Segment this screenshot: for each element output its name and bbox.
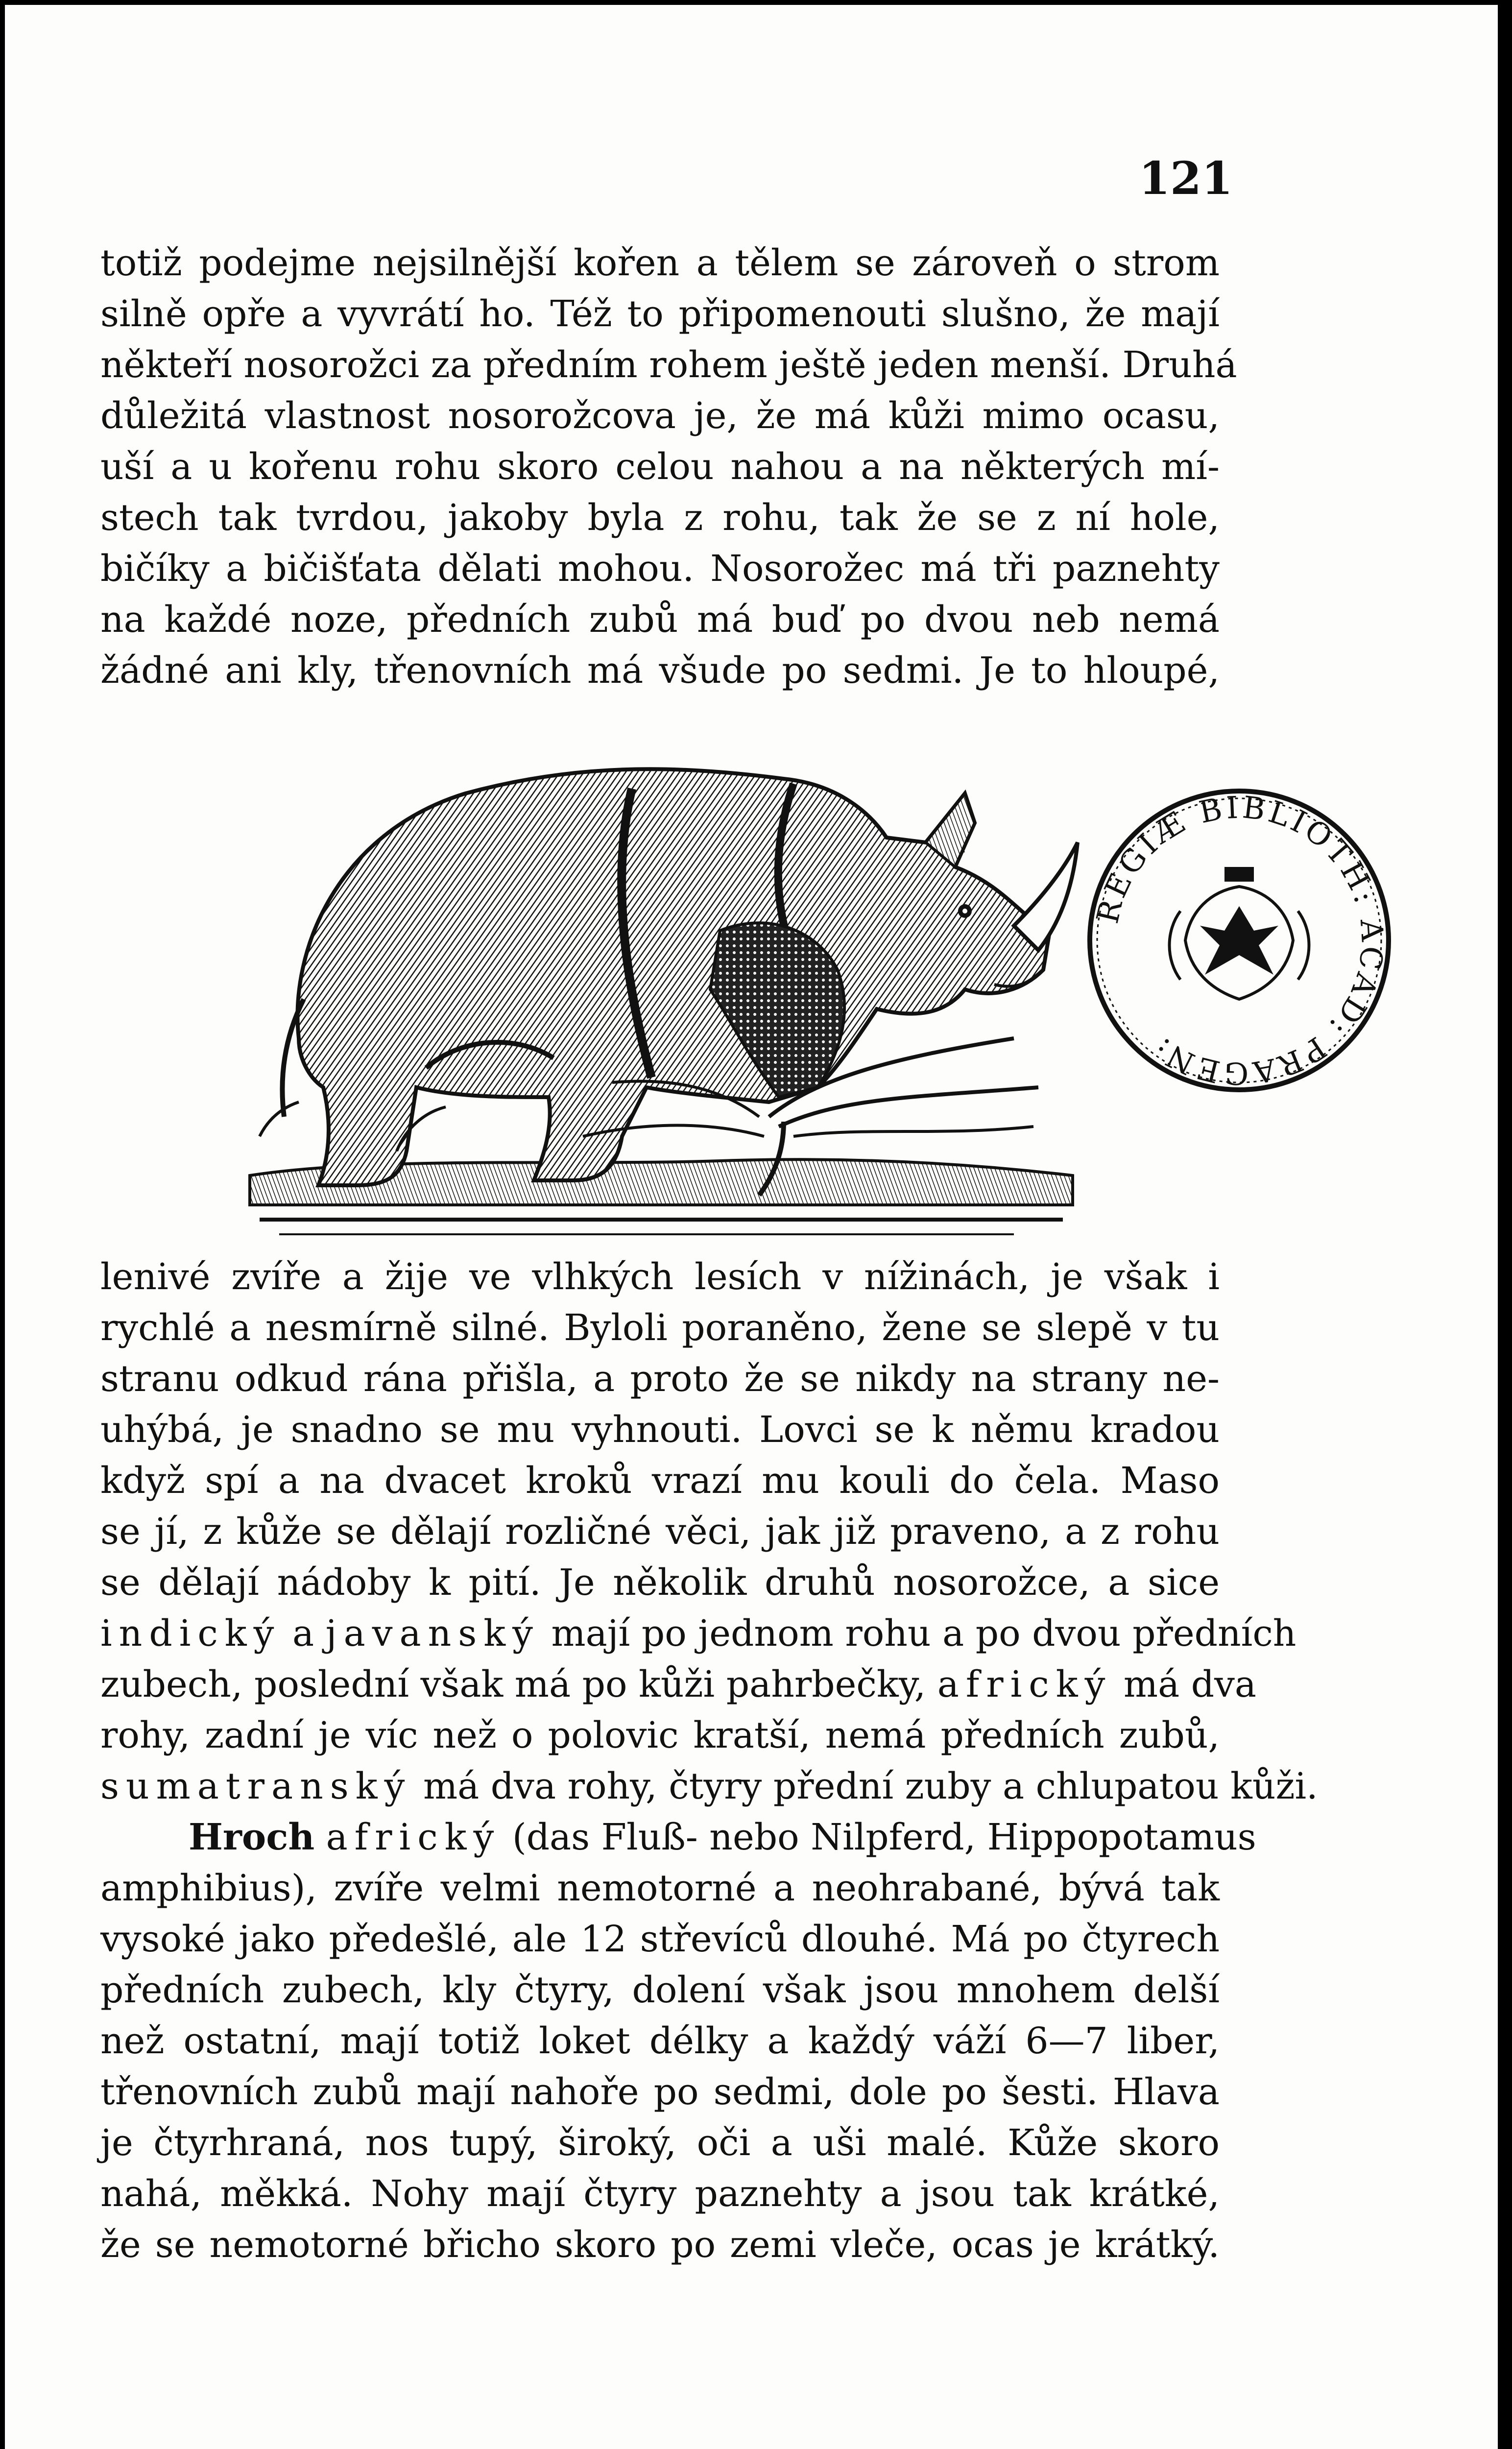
species-sumatransky: sumatranský [100,1765,412,1807]
page-number: 121 [1138,152,1233,205]
text-line: předních zubech, kly čtyry, dolení však jsou mnohem delší [100,1969,1220,2011]
text-line: uší a u kořenu rohu skoro celou nahou a na některých mí- [100,446,1220,488]
species-indicky: indický [100,1612,281,1655]
bottom-paragraph [100,1251,1318,2270]
text-line: stech tak tvrdou, jakoby byla z rohu, tak že se z ní hole, [100,497,1220,539]
text-line: silně opře a vyvrátí ho. Též to připomenouti slušno, že mají [100,293,1220,335]
text-line: je čtyrhraná, nos tupý, široký, oči a uši malé. Kůže skoro [100,2122,1220,2164]
library-stamp [1082,784,1396,1097]
text-segment: zubech, poslední však má po kůži pahrbečky, [100,1663,937,1705]
text-line [100,1812,1256,1863]
text-segment: má dva rohy, čtyry přední zuby a chlupatou kůži. [411,1765,1318,1807]
text-line: bičíky a bičišťata dělati mohou. Nosorožec má tři paznehty [100,548,1220,590]
text-line: stranu odkud rána přišla, a proto že se nikdy na strany ne- [100,1358,1220,1400]
text-line: když spí a na dvacet kroků vrazí mu kouli do čela. Maso [100,1460,1220,1502]
text-line: amphibius), zvíře velmi nemotorné a neohrabané, bývá tak [100,1867,1220,1909]
text-line: třenovních zubů mají nahoře po sedmi, dole po šesti. Hlava [100,2071,1220,2113]
text-segment: má dva [1112,1663,1257,1705]
text-line [100,1608,1296,1659]
text-line: vysoké jako předešlé, ale 12 střevíců dlouhé. Má po čtyrech [100,1918,1220,1960]
top-paragraph [100,238,1237,696]
text-line: nahá, měkká. Nohy mají čtyry paznehty a jsou tak krátké, [100,2173,1220,2215]
text-segment: mají po jednom rohu a po dvou předních [539,1612,1296,1655]
text-line: uhýbá, je snadno se mu vyhnouti. Lovci se k němu kradou [100,1409,1220,1451]
text-line: se jí, z kůže se dělají rozličné věci, jak již praveno, a z rohu [100,1511,1220,1553]
text-line: důležitá vlastnost nosorožcova je, že má kůži mimo ocasu, [100,395,1220,437]
text-line: totiž podejme nejsilnější kořen a tělem se zároveň o strom [100,242,1220,284]
text-segment: a [281,1612,326,1655]
text-line: žádné ani kly, třenovních má všude po sedmi. Je to hloupé, [100,649,1220,692]
species-africky: africký [326,1816,501,1858]
text-line: než ostatní, mají totiž loket délky a každý váží 6—7 liber, [100,2020,1220,2062]
stamp-text: REGIÆ BIBLIOTH: ACAD: PRAGEN: [1089,789,1391,1092]
text-segment: (das Fluß- nebo Nilpferd, Hippopotamus [501,1816,1256,1858]
text-line: se dělají nádoby k pití. Je několik druhů nosorožce, a sice [100,1561,1220,1604]
species-javansky: javanský [325,1612,540,1655]
text-line [100,1659,1257,1710]
heading-hroch: Hroch [189,1816,315,1858]
text-line [100,1761,1318,1812]
text-line: někteří nosorožci za předním rohem ještě jeden menší. Druhá [100,344,1237,386]
text-line: že se nemotorné břicho skoro po zemi vleče, ocas je krátký. [100,2224,1220,2266]
rhinoceros-illustration [230,696,1092,1259]
species-africky: africký [937,1663,1112,1705]
text-line: na každé noze, předních zubů má buď po dvou neb nemá [100,599,1220,641]
text-segment [314,1816,326,1858]
text-line: rychlé a nesmírně silné. Byloli poraněno, žene se slepě v tu [100,1307,1220,1349]
text-line: rohy, zadní je víc než o polovic kratší, nemá předních zubů, [100,1714,1220,1756]
text-line: lenivé zvíře a žije ve vlhkých lesích v nížinách, je však i [100,1256,1220,1298]
